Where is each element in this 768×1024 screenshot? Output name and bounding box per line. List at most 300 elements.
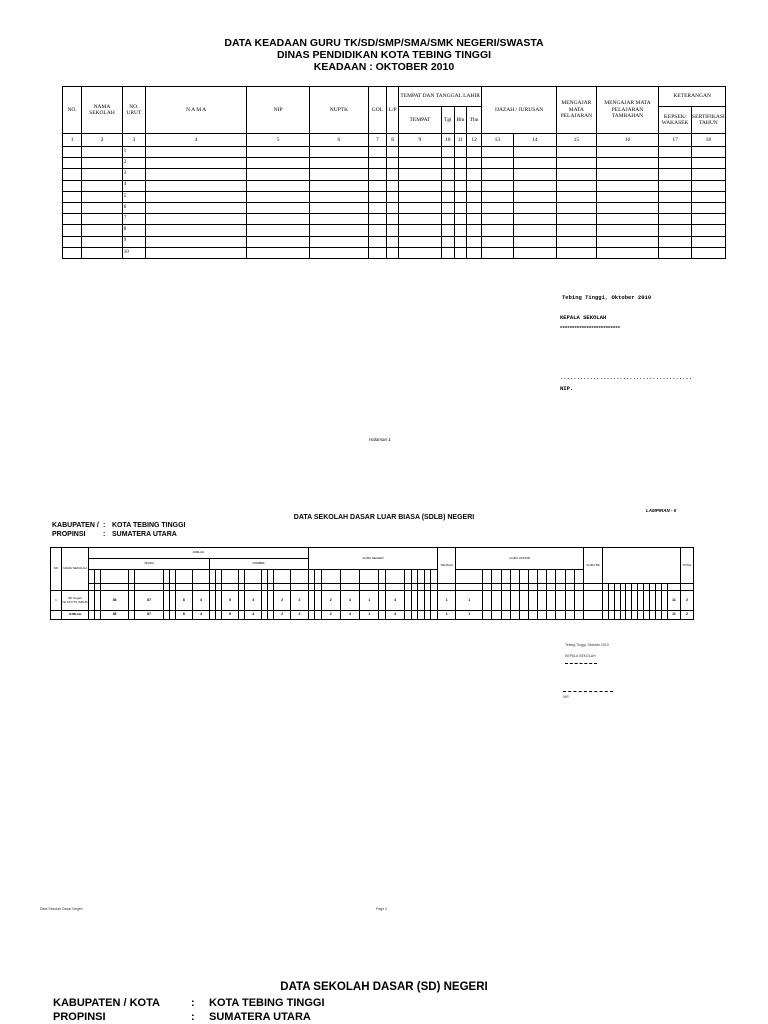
sub-header-cell	[274, 570, 291, 584]
table-cell	[557, 180, 596, 191]
table-cell	[82, 191, 123, 202]
table-cell	[387, 180, 399, 191]
table-cell	[146, 214, 247, 225]
table-cell	[247, 214, 310, 225]
table-cell	[454, 158, 466, 169]
table-cell	[466, 158, 481, 169]
sub-header-cell	[135, 570, 164, 584]
table-cell	[513, 147, 557, 158]
sub-header-cell	[340, 570, 359, 584]
table-cell: 1	[360, 591, 379, 611]
hdr-nip: NIP	[247, 87, 310, 134]
table-cell	[482, 236, 513, 247]
table-cell	[441, 191, 454, 202]
hdr2-no: NO	[51, 548, 62, 591]
table-cell	[691, 236, 725, 247]
doc1-title-line-2: DINAS PENDIDIKAN KOTA TEBING TINGGI	[276, 49, 492, 61]
table-cell	[310, 169, 369, 180]
col-number: 13	[482, 134, 513, 147]
table-cell	[538, 591, 547, 611]
sub-header-cell	[547, 584, 556, 591]
table-cell	[63, 202, 82, 213]
table-cell	[387, 225, 399, 236]
sub-header-cell	[438, 584, 456, 591]
table-cell	[483, 591, 492, 611]
table-cell	[368, 214, 386, 225]
sub-header-cell	[291, 570, 308, 584]
table-cell	[574, 611, 583, 620]
sub-header-cell	[385, 570, 404, 584]
table-cell	[387, 247, 399, 258]
doc1-page-number: Halaman 1	[369, 437, 391, 442]
table-cell	[399, 236, 442, 247]
doc3-title: DATA SEKOLAH DASAR (SD) NEGERI	[280, 981, 488, 993]
table-cell	[454, 202, 466, 213]
doc2-prop-colon: :	[103, 531, 106, 538]
sub-header-cell	[360, 570, 379, 584]
sub-header-cell	[221, 584, 238, 591]
row-number: 3	[122, 169, 145, 180]
sub-header-cell	[574, 570, 583, 584]
sub-header-cell	[274, 584, 291, 591]
table-cell	[482, 247, 513, 258]
table-cell	[310, 191, 369, 202]
col-number: 2	[82, 134, 123, 147]
table-cell	[513, 158, 557, 169]
sub-header-cell	[501, 584, 510, 591]
table-cell	[659, 191, 691, 202]
table-cell	[659, 225, 691, 236]
hdr2-extra-cols	[603, 548, 681, 584]
col-number: 9	[399, 134, 442, 147]
hdr-nama-sekolah: NAMA SEKOLAH	[82, 87, 123, 134]
table-cell	[399, 158, 442, 169]
table-cell	[441, 180, 454, 191]
table-cell	[431, 611, 438, 620]
doc1-kepala-sekolah: KEPALA SEKOLAH	[560, 314, 607, 321]
table-cell	[556, 591, 565, 611]
doc2-footer-left: Data Sekolah Dasar Negeri	[40, 907, 83, 911]
col-number: 6	[310, 134, 369, 147]
table-cell	[146, 180, 247, 191]
table-cell: 2	[681, 611, 694, 620]
table-cell	[513, 214, 557, 225]
table-cell	[596, 236, 659, 247]
table-cell	[310, 158, 369, 169]
table-cell	[466, 225, 481, 236]
table-cell	[63, 225, 82, 236]
table-cell	[368, 191, 386, 202]
table-cell	[691, 225, 725, 236]
sub-header-cell	[360, 584, 379, 591]
table-cell: 8	[175, 591, 192, 611]
sub-header-cell	[584, 584, 603, 591]
table-cell	[454, 236, 466, 247]
sub-header-cell	[340, 584, 359, 591]
hdr-lp: L/P	[387, 87, 399, 134]
table-cell	[691, 169, 725, 180]
table-cell	[399, 214, 442, 225]
col-number: 1	[63, 134, 82, 147]
table-cell	[501, 591, 510, 611]
table-cell	[63, 247, 82, 258]
table-cell	[691, 158, 725, 169]
sub-header-cell	[668, 584, 681, 591]
table-cell	[441, 158, 454, 169]
table-row	[63, 225, 726, 236]
doc1-kepala-dots: xxxxxxxxxxxxxxxxxxxxxxxxx	[560, 326, 621, 330]
doc2-kab-value: KOTA TEBING TINGGI	[112, 522, 186, 529]
sub-header-cell	[565, 584, 574, 591]
table-cell	[659, 202, 691, 213]
table-row	[63, 191, 726, 202]
sub-header-cell	[574, 584, 583, 591]
table-cell	[368, 225, 386, 236]
table-cell	[596, 214, 659, 225]
table-cell	[557, 236, 596, 247]
table-cell	[557, 225, 596, 236]
row-no: 1	[51, 591, 62, 611]
hdr2-jumlah: JUMLAH	[89, 548, 309, 559]
table-cell: 87	[135, 591, 164, 611]
table-cell	[146, 202, 247, 213]
table-cell	[82, 180, 123, 191]
table-cell	[441, 214, 454, 225]
table-cell	[454, 147, 466, 158]
table-row	[63, 158, 726, 169]
school-name: SD Negeri No.167770 (SDLB)	[62, 591, 89, 611]
table-cell	[482, 158, 513, 169]
table-cell	[565, 591, 574, 611]
table-cell: 87	[135, 611, 164, 620]
sub-header-cell	[456, 584, 483, 591]
row-number: 7	[122, 214, 145, 225]
col-number: 5	[247, 134, 310, 147]
doc3-kab-value: KOTA TEBING TINGGI	[209, 997, 325, 1009]
sub-header-cell	[528, 570, 537, 584]
col-number: 7	[368, 134, 386, 147]
sub-header-cell	[100, 584, 129, 591]
doc2-sign-nip: NIP.	[563, 695, 570, 699]
table-cell	[513, 225, 557, 236]
hdr-thn: Thn	[466, 107, 481, 134]
hdr2-siswa: SISWA	[89, 559, 210, 570]
table-cell	[387, 158, 399, 169]
sub-header-cell	[385, 584, 404, 591]
col-number: 15	[557, 134, 596, 147]
sub-header-cell	[483, 570, 492, 584]
table-cell	[492, 591, 501, 611]
doc1-nip-label: NIP.	[560, 385, 574, 392]
table-cell	[482, 147, 513, 158]
table-cell	[399, 191, 442, 202]
hdr-nama: N A M A	[146, 87, 247, 134]
table-cell	[466, 202, 481, 213]
table-cell	[557, 191, 596, 202]
jumlah-label: JUMLAH	[62, 611, 89, 620]
doc1-place-date: Tebing Tinggi, Oktober 2010	[562, 294, 652, 301]
doc2-kab-label: KABUPATEN /	[52, 522, 99, 529]
sub-header-cell	[483, 584, 492, 591]
table-cell: 2	[274, 591, 291, 611]
table-cell	[368, 180, 386, 191]
table-cell	[82, 158, 123, 169]
table-cell	[247, 247, 310, 258]
table-cell	[528, 611, 537, 620]
table-cell	[310, 214, 369, 225]
table-cell	[247, 236, 310, 247]
table-cell	[247, 225, 310, 236]
table-cell	[387, 236, 399, 247]
table-cell	[596, 191, 659, 202]
table-cell	[82, 202, 123, 213]
table-cell	[482, 214, 513, 225]
table-cell	[146, 225, 247, 236]
table-cell	[82, 147, 123, 158]
table-cell	[82, 169, 123, 180]
table-cell: 2	[681, 591, 694, 611]
col-number-row	[63, 134, 726, 147]
table-cell	[482, 180, 513, 191]
table-cell	[659, 214, 691, 225]
table-cell: 11	[668, 591, 681, 611]
table-cell: 4	[385, 591, 404, 611]
table-cell	[596, 158, 659, 169]
table-cell	[659, 247, 691, 258]
table-cell	[557, 247, 596, 258]
table-cell	[466, 247, 481, 258]
sub-header-cell	[100, 570, 129, 584]
hdr-no-urut: NO. URUT	[122, 87, 145, 134]
row-number: 4	[122, 180, 145, 191]
table-cell	[146, 158, 247, 169]
sub-header-cell	[192, 570, 209, 584]
hdr2-total: TOTAL	[681, 548, 694, 584]
col-number: 12	[466, 134, 481, 147]
row-number: 6	[122, 202, 145, 213]
table-cell	[82, 214, 123, 225]
hdr-kepsek: KEPSEK/ WAKASEK	[659, 107, 691, 134]
table-cell	[556, 611, 565, 620]
table-cell	[146, 191, 247, 202]
table-cell	[310, 236, 369, 247]
table-cell	[510, 591, 519, 611]
hdr2-rombel: ROMBEL	[210, 559, 308, 570]
sub-header-cell	[547, 570, 556, 584]
table-row	[63, 202, 726, 213]
sub-header-cell	[175, 570, 192, 584]
table-row	[63, 247, 726, 258]
sub-header-cell	[501, 570, 510, 584]
hdr-keterangan: KETERANGAN	[659, 87, 726, 107]
sub-header-cell	[321, 570, 340, 584]
table-cell	[691, 202, 725, 213]
table-cell	[691, 214, 725, 225]
table-cell	[557, 202, 596, 213]
table-cell	[466, 191, 481, 202]
table-cell	[146, 147, 247, 158]
table-cell	[482, 225, 513, 236]
table-cell	[247, 202, 310, 213]
sub-header-cell	[510, 570, 519, 584]
doc2-sign-kepala: KEPALA SEKOLAH	[565, 654, 596, 658]
table-cell	[247, 180, 310, 191]
table-cell	[659, 147, 691, 158]
table-cell	[513, 169, 557, 180]
table-cell: 6	[221, 611, 238, 620]
table-cell	[247, 169, 310, 180]
table-cell	[482, 191, 513, 202]
table-cell	[513, 202, 557, 213]
hdr2-nama: NAMA SEKOLAH	[62, 548, 89, 591]
table-cell: 36	[100, 591, 129, 611]
hdr-tgl: Tgl	[441, 107, 454, 134]
table-cell	[82, 247, 123, 258]
table-cell	[387, 169, 399, 180]
table-cell	[466, 169, 481, 180]
table-cell	[310, 147, 369, 158]
col-number: 16	[596, 134, 659, 147]
sub-header-cell	[192, 584, 209, 591]
table-cell	[399, 202, 442, 213]
col-number: 11	[454, 134, 466, 147]
row-number: 2	[122, 158, 145, 169]
table-cell	[454, 191, 466, 202]
sub-header-cell	[538, 570, 547, 584]
table-cell	[368, 169, 386, 180]
table-cell	[466, 180, 481, 191]
hdr-sertifikasi: SERTIFIKASI TAHUN	[691, 107, 725, 134]
table-cell	[547, 611, 556, 620]
table-cell	[63, 191, 82, 202]
table-cell	[454, 180, 466, 191]
table-cell	[538, 611, 547, 620]
table-cell	[513, 191, 557, 202]
table-cell	[368, 247, 386, 258]
sub-header-cell	[565, 570, 574, 584]
table-cell: 2	[321, 591, 340, 611]
doc2-sdlb-table	[50, 547, 694, 620]
table-cell	[399, 169, 442, 180]
table-cell: 1	[360, 611, 379, 620]
row-number: 1	[122, 147, 145, 158]
sub-header-cell	[135, 584, 164, 591]
table-cell	[482, 169, 513, 180]
table-cell	[691, 191, 725, 202]
table-cell	[454, 214, 466, 225]
table-row	[63, 147, 726, 158]
table-cell	[557, 214, 596, 225]
sub-header-cell	[456, 570, 483, 584]
table-cell: 1	[438, 611, 456, 620]
table-cell: 1	[456, 591, 483, 611]
table-cell	[454, 225, 466, 236]
table-cell	[501, 611, 510, 620]
table-cell	[63, 147, 82, 158]
table-cell	[368, 236, 386, 247]
table-cell	[399, 225, 442, 236]
row-number: 8	[122, 225, 145, 236]
table-cell	[466, 236, 481, 247]
table-cell	[659, 180, 691, 191]
table-cell	[310, 202, 369, 213]
table-cell	[513, 247, 557, 258]
table-total-row	[51, 611, 694, 620]
sub-header-cell	[528, 584, 537, 591]
table-cell	[310, 247, 369, 258]
sub-header-cell	[245, 570, 262, 584]
table-cell: 4	[245, 611, 262, 620]
doc2-prop-value: SUMATERA UTARA	[112, 531, 177, 538]
hdr-bln: Bln	[454, 107, 466, 134]
table-cell	[454, 169, 466, 180]
doc1-title-line-1: DATA KEADAAN GURU TK/SD/SMP/SMA/SMK NEGERI/SWASTA	[224, 37, 544, 49]
doc1-title-line-3: KEADAAN : OKTOBER 2010	[313, 61, 455, 73]
doc3-prop-colon: :	[191, 1011, 195, 1023]
table-cell	[510, 611, 519, 620]
sub-header-cell	[681, 584, 694, 591]
row-number: 5	[122, 191, 145, 202]
table-cell	[441, 147, 454, 158]
doc2-title: DATA SEKOLAH DASAR LUAR BIASA (SDLB) NEGERI	[293, 514, 475, 521]
table-cell	[146, 247, 247, 258]
table-cell	[596, 169, 659, 180]
doc2-lampiran: LAMPIRAN - II	[646, 508, 677, 513]
table-cell: 4	[245, 591, 262, 611]
sub-header-cell	[519, 570, 528, 584]
hdr-mengajar-tambahan: MENGAJAR MATA PELAJARAN TAMBAHAN	[596, 87, 659, 134]
hdr-no: NO.	[63, 87, 82, 134]
table-cell: 1	[438, 591, 456, 611]
col-number: 14	[513, 134, 557, 147]
doc2-sign-dots-2	[563, 691, 613, 692]
col-number: 17	[659, 134, 691, 147]
table-cell	[519, 611, 528, 620]
table-cell	[441, 169, 454, 180]
col-number: 4	[146, 134, 247, 147]
sub-header-cell	[492, 584, 501, 591]
table-cell	[441, 225, 454, 236]
table-cell	[146, 169, 247, 180]
table-cell	[441, 236, 454, 247]
table-row	[63, 180, 726, 191]
sub-header-cell	[175, 584, 192, 591]
table-cell	[596, 247, 659, 258]
sub-header-cell	[245, 584, 262, 591]
hdr-ijazah: IJAZAH / JURUSAN	[482, 87, 557, 134]
doc1-nip-dots: ........................................	[560, 374, 693, 381]
table-cell	[574, 591, 583, 611]
table-cell	[310, 180, 369, 191]
col-number: 8	[387, 134, 399, 147]
table-cell	[482, 202, 513, 213]
doc2-prop-label: PROPINSI	[52, 531, 86, 538]
doc3-kab-colon: :	[191, 997, 195, 1009]
table-cell	[399, 147, 442, 158]
table-cell: 4	[192, 591, 209, 611]
table-cell	[513, 236, 557, 247]
hdr-gol: GOL	[368, 87, 386, 134]
table-cell: 2	[274, 611, 291, 620]
sub-header-cell	[291, 584, 308, 591]
table-cell	[63, 236, 82, 247]
table-cell: 4	[385, 611, 404, 620]
sub-header-cell	[221, 570, 238, 584]
table-cell: 2	[291, 591, 308, 611]
table-cell	[387, 191, 399, 202]
table-cell	[596, 225, 659, 236]
table-cell: 2	[321, 611, 340, 620]
